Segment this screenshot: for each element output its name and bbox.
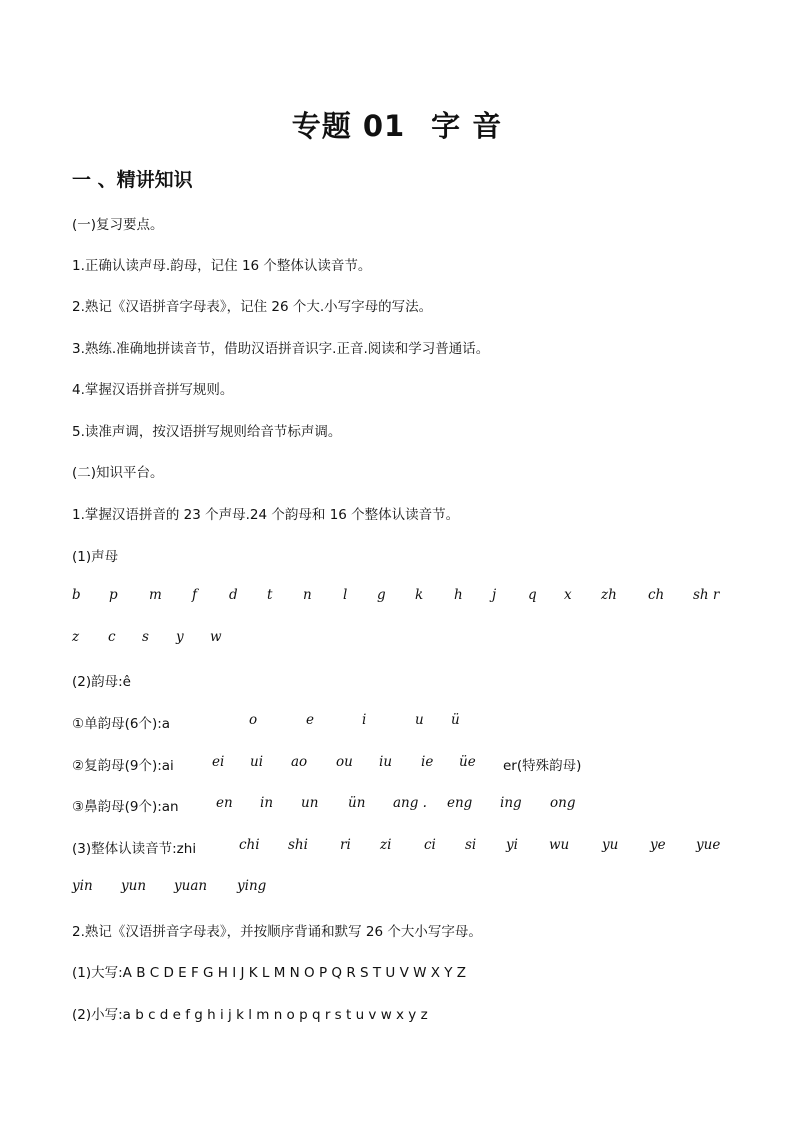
list-item: ang .: [393, 795, 427, 811]
list-item: q: [528, 587, 537, 603]
list-item: shi: [288, 837, 308, 853]
list-item: z: [72, 629, 80, 645]
uppercase-alphabet: (1)大写:A B C D E F G H I J K L M N O P Q R S T U V W X Y Z: [72, 965, 467, 981]
list-item: ou: [336, 754, 353, 770]
list-item: f: [192, 587, 197, 603]
list-item: p: [109, 587, 118, 603]
list-item: o: [249, 712, 258, 728]
list-item: iu: [379, 754, 393, 770]
list-item: c: [108, 629, 116, 645]
list-item: ci: [424, 837, 436, 853]
list-item: b: [72, 587, 81, 603]
platform-item-1: 1.掌握汉语拼音的 23 个声母.24 个韵母和 16 个整体认读音节。: [72, 507, 460, 523]
list-item: x: [564, 587, 572, 603]
list-item: s: [142, 629, 149, 645]
list-item: h: [454, 587, 463, 603]
list-item: yi: [506, 837, 518, 853]
review-heading: (一)复习要点。: [72, 217, 164, 233]
list-item: üe: [459, 754, 476, 770]
finals-label: (2)韵母:ê: [72, 674, 131, 690]
list-item: m: [149, 587, 162, 603]
list-item: n: [303, 587, 312, 603]
list-item: yuan: [174, 878, 208, 894]
review-item-3: 3.熟练.准确地拼读音节，借助汉语拼音识字.正音.阅读和学习普通话。: [72, 341, 490, 357]
review-item-2: 2.熟记《汉语拼音字母表》，记住 26 个大.小写字母的写法。: [72, 299, 433, 315]
lowercase-alphabet: (2)小写:a b c d e f g h i j k l m n o p q r s t u v w x y z: [72, 1007, 428, 1023]
list-item: yu: [602, 837, 619, 853]
compound-finals-label: ②复韵母(9个):ai: [72, 758, 174, 774]
list-item: er(特殊韵母): [503, 758, 582, 774]
list-item: ü: [451, 712, 460, 728]
list-item: j: [492, 587, 497, 603]
review-item-4: 4.掌握汉语拼音拼写规则。: [72, 382, 234, 398]
title-part2: 字 音: [431, 109, 503, 143]
list-item: d: [229, 587, 238, 603]
list-item: wu: [549, 837, 570, 853]
initials-label: (1)声母: [72, 549, 119, 565]
nasal-finals-label: ③鼻韵母(9个):an: [72, 799, 179, 815]
list-item: ying: [237, 878, 267, 894]
list-item: zi: [380, 837, 392, 853]
page-title: [0, 104, 794, 145]
platform-item-2: 2.熟记《汉语拼音字母表》，并按顺序背诵和默写 26 个大小写字母。: [72, 924, 482, 940]
platform-heading: (二)知识平台。: [72, 465, 164, 481]
simple-finals-label: ①单韵母(6个):a: [72, 716, 171, 732]
list-item: g: [377, 587, 386, 603]
list-item: t: [267, 587, 273, 603]
list-item: eng: [447, 795, 473, 811]
list-item: yun: [121, 878, 147, 894]
list-item: e: [306, 712, 314, 728]
list-item: ui: [250, 754, 264, 770]
list-item: w: [210, 629, 222, 645]
whole-syllables-label: (3)整体认读音节:zhi: [72, 841, 197, 857]
list-item: y: [176, 629, 184, 645]
list-item: l: [343, 587, 348, 603]
list-item: chi: [239, 837, 260, 853]
list-item: ün: [348, 795, 366, 811]
list-item: ye: [650, 837, 666, 853]
list-item: yin: [72, 878, 93, 894]
list-item: ri: [340, 837, 351, 853]
list-item: i: [362, 712, 367, 728]
list-item: k: [415, 587, 424, 603]
list-item: ong: [550, 795, 576, 811]
title-part1: 专题 01: [291, 109, 406, 143]
list-item: zh: [601, 587, 617, 603]
list-item: ie: [421, 754, 434, 770]
list-item: in: [260, 795, 274, 811]
list-item: ao: [291, 754, 308, 770]
list-item: ing: [500, 795, 522, 811]
section-heading: 一 、精讲知识: [72, 169, 193, 191]
list-item: si: [465, 837, 477, 853]
review-item-5: 5.读准声调，按汉语拼写规则给音节标声调。: [72, 424, 342, 440]
list-item: un: [301, 795, 319, 811]
list-item: en: [216, 795, 233, 811]
list-item: yue: [696, 837, 721, 853]
list-item: ei: [212, 754, 225, 770]
list-item: u: [415, 712, 424, 728]
review-item-1: 1.正确认读声母.韵母，记住 16 个整体认读音节。: [72, 258, 372, 274]
list-item: sh r: [693, 587, 720, 603]
list-item: ch: [648, 587, 665, 603]
